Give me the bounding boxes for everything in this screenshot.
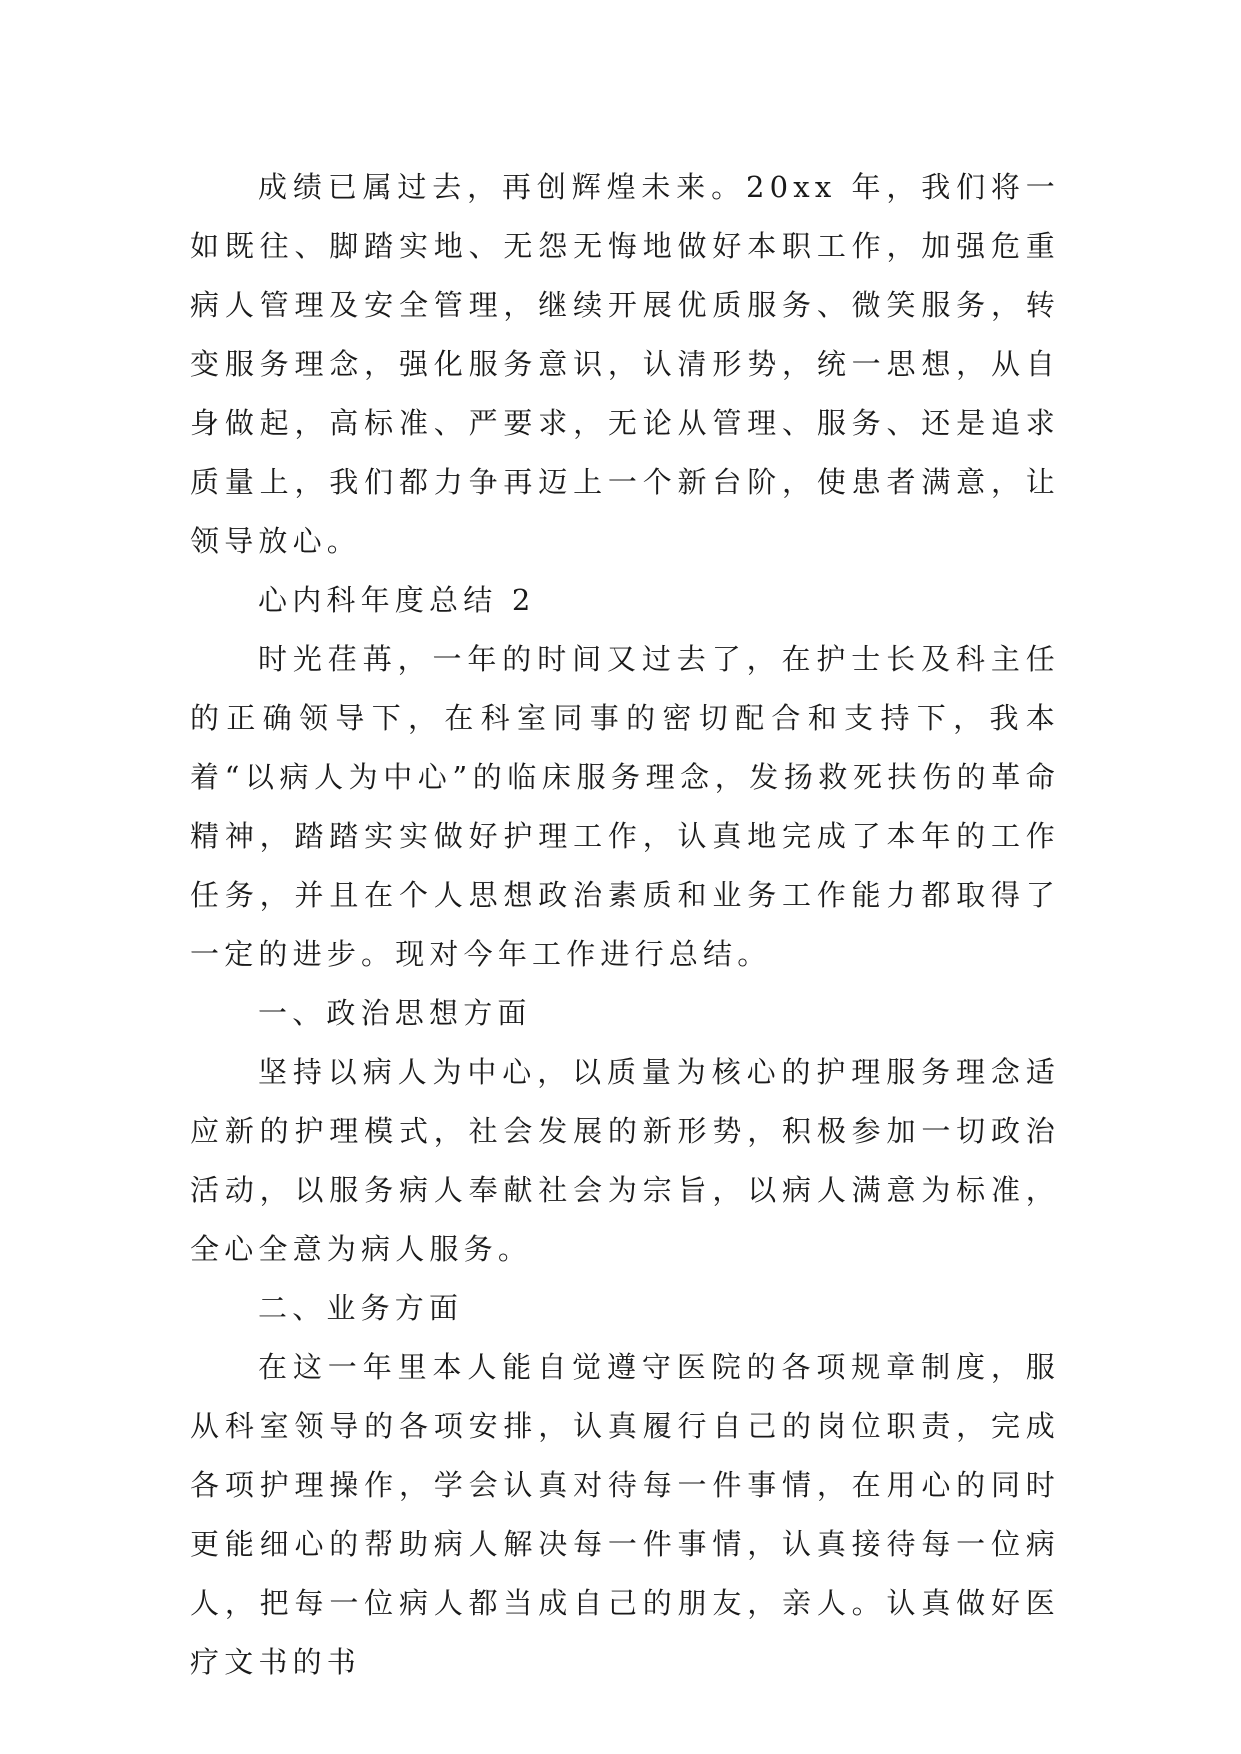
text-line: 念，强化服务意识，认清形势，统一思想，从自身做起，高 [190, 347, 1061, 440]
text-line: 理及安全管理，继续开展优质服务、微笑服务，转变服务理 [190, 288, 1060, 381]
text-line: 护理操作，学会认真对待每一件事情，在用心的同时更能细 [190, 1468, 1060, 1561]
text-line: 科室领导的各项安排，认真履行自己的岗位职责，完成各项 [190, 1409, 1060, 1502]
paragraph-achievements [190, 158, 1060, 571]
text-line: 在这一年里本人能自觉遵守医院的各项规章制度，服从 [190, 1350, 1060, 1443]
text-line: 步。现对今年工作进行总结。 [326, 937, 772, 971]
section-heading-business [190, 1279, 1060, 1338]
paragraph-political [190, 1043, 1060, 1279]
text-line: 以服务病人奉献社会为宗旨，以病人满意为标准，全心全意 [190, 1173, 1060, 1266]
text-line: 踏踏实实做好护理工作，认真地完成了本年的工作任务，并 [190, 819, 1060, 912]
section-title-summary-2 [190, 571, 1060, 630]
heading-text: 心内科年度总结 2 [258, 583, 536, 617]
text-line: 都力争再迈上一个新台阶，使患者满意，让领导放心。 [190, 465, 1060, 558]
text-line: 时光荏苒，一年的时间又过去了，在护士长及科主任的 [190, 642, 1060, 735]
text-line: 心的帮助病人解决每一件事情，认真接待每一位病人，把每 [190, 1527, 1060, 1620]
text-line: 为病人服务。 [326, 1232, 533, 1266]
paragraph-intro [190, 630, 1060, 984]
text-line: 正确领导下，在科室同事的密切配合和支持下，我本着“以 [190, 701, 1060, 794]
text-line: 一位病人都当成自己的朋友，亲人。认真做好医疗文书的书 [190, 1586, 1061, 1679]
heading-text: 二、业务方面 [258, 1291, 464, 1325]
section-heading-political [190, 984, 1060, 1043]
text-line: 坚持以病人为中心，以质量为核心的护理服务理念适应 [190, 1055, 1060, 1148]
text-line: 且在个人思想政治素质和业务工作能力都取得了一定的进 [190, 878, 1061, 971]
text-line: 往、脚踏实地、无怨无悔地做好本职工作，加强危重病人管 [190, 229, 1060, 322]
heading-text: 一、政治思想方面 [258, 996, 532, 1030]
text-line: 病人为中心”的临床服务理念，发扬救死扶伤的革命精神， [190, 760, 1060, 853]
text-line: 标准、严要求，无论从管理、服务、还是追求质量上，我们 [190, 406, 1060, 499]
paragraph-business [190, 1338, 1060, 1692]
text-line: 新的护理模式，社会发展的新形势，积极参加一切政治活动， [190, 1114, 1060, 1207]
text-line: 成绩已属过去，再创辉煌未来。20xx 年，我们将一如既 [190, 170, 1060, 263]
document-body [190, 158, 1060, 1692]
